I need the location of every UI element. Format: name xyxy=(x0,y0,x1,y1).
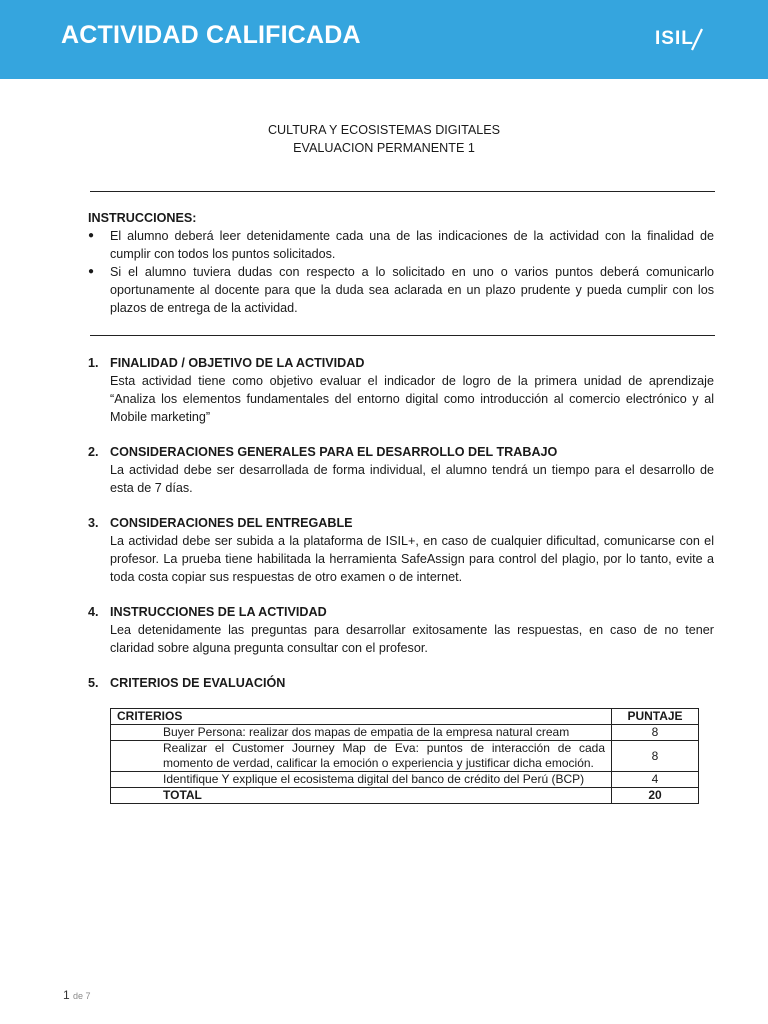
page-number: 1 xyxy=(63,988,70,1002)
page-footer xyxy=(63,988,91,1002)
instructions-title: INSTRUCCIONES: xyxy=(88,211,197,225)
section-objective xyxy=(88,354,714,426)
section-title: CONSIDERACIONES DEL ENTREGABLE xyxy=(110,516,353,530)
section-number: 5. xyxy=(88,676,99,690)
criterion-cell: Identifique Y explique el ecosistema digital del banco de crédito del Perú (BCP) xyxy=(111,772,612,788)
section-number: 4. xyxy=(88,605,99,619)
instruction-item xyxy=(88,227,714,263)
section-number: 1. xyxy=(88,356,99,370)
section-title: INSTRUCCIONES DE LA ACTIVIDAD xyxy=(110,605,327,619)
section-title: FINALIDAD / OBJETIVO DE LA ACTIVIDAD xyxy=(110,356,365,370)
logo-slash-icon xyxy=(690,26,704,52)
page-total: de 7 xyxy=(73,991,91,1001)
total-value: 20 xyxy=(612,788,699,804)
bullet-icon: ● xyxy=(88,266,95,277)
isil-logo: ISIL xyxy=(655,28,694,49)
header-score: PUNTAJE xyxy=(612,709,699,725)
header-banner xyxy=(0,0,768,79)
bullet-icon: ● xyxy=(88,230,95,241)
evaluation-title: EVALUACION PERMANENTE 1 xyxy=(293,141,475,155)
score-cell: 4 xyxy=(612,772,699,788)
total-label: TOTAL xyxy=(111,788,612,804)
section-body: Esta actividad tiene como objetivo evaluar el indicador de logro de la primera unidad de aprendizaje “Analiza los elementos fundamentales del entorno digital como introducción al comercio electrónico y al Mobile marketing” xyxy=(110,374,714,424)
table-row xyxy=(111,725,699,741)
section-number: 3. xyxy=(88,516,99,530)
banner-title: ACTIVIDAD CALIFICADA xyxy=(61,21,361,49)
section-deliverable xyxy=(88,514,714,586)
section-number: 2. xyxy=(88,445,99,459)
score-cell: 8 xyxy=(612,725,699,741)
divider-top xyxy=(90,191,715,192)
instruction-text: Si el alumno tuviera dudas con respecto a lo solicitado en uno o varios puntos deberá comunicarlo oportunamente al docente para que la duda sea aclarada en un plazo prudente y pueda cumplir con los plazos de entrega de la actividad. xyxy=(110,265,714,315)
score-cell: 8 xyxy=(612,741,699,772)
criterion-cell: Buyer Persona: realizar dos mapas de empatia de la empresa natural cream xyxy=(111,725,612,741)
criterion-cell: Realizar el Customer Journey Map de Eva: puntos de interacción de cada momento de verdad, calificar la emoción o experiencia y justificar dicha emoción. xyxy=(111,741,612,772)
document-header xyxy=(0,121,768,157)
instructions-block xyxy=(88,209,714,317)
section-body: La actividad debe ser desarrollada de forma individual, el alumno tendrá un tiempo para el desarrollo de esta de 7 días. xyxy=(110,463,714,495)
section-activity-instructions xyxy=(88,603,714,657)
section-body: Lea detenidamente las preguntas para desarrollar exitosamente las respuestas, en caso de no tener claridad sobre alguna pregunta consultar con el profesor. xyxy=(110,623,714,655)
table-row xyxy=(111,772,699,788)
section-criteria xyxy=(88,674,714,692)
divider-bottom xyxy=(90,335,715,336)
course-title: CULTURA Y ECOSISTEMAS DIGITALES xyxy=(267,123,501,137)
section-title: CONSIDERACIONES GENERALES PARA EL DESARROLLO DEL TRABAJO xyxy=(110,445,558,459)
table-row xyxy=(111,741,699,772)
instruction-text: El alumno deberá leer detenidamente cada una de las indicaciones de la actividad con la finalidad de cumplir con todos los puntos solicitados. xyxy=(110,229,714,261)
criteria-table xyxy=(110,708,699,804)
table-header-row xyxy=(111,709,699,725)
section-title: CRITERIOS DE EVALUACIÓN xyxy=(110,676,286,690)
section-general xyxy=(88,443,714,497)
section-body: La actividad debe ser subida a la plataforma de ISIL+, en caso de cualquier dificultad, comunicarse con el profesor. La prueba tiene habilitada la herramienta SafeAssign para control del plagio, por lo tanto, evite a toda costa copiar sus respuestas de otro examen o de internet. xyxy=(110,534,714,584)
table-total-row xyxy=(111,788,699,804)
instruction-item xyxy=(88,263,714,317)
header-criteria: CRITERIOS xyxy=(111,709,612,725)
